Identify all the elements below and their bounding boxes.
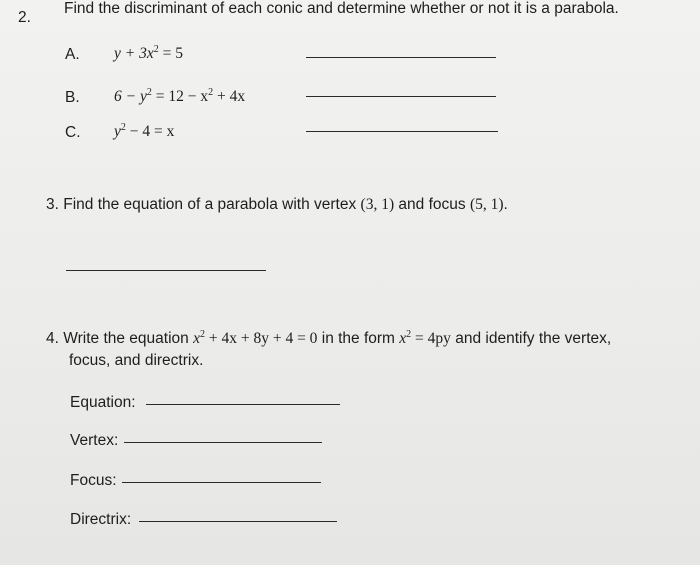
item-b-equation: $6 - y^2 = 12 - x^2 + 4x$ [114, 87, 246, 105]
directrix-answer-line[interactable] [139, 521, 337, 522]
question-2-number: 2. [18, 9, 31, 26]
question-3-number: 3. [46, 196, 59, 213]
question-4-text: 4. Write the equation $x^2 + 4x + 8y + 4 = 0$ in the form $x^2 = 4py$ and identify the vertex, [46, 329, 612, 347]
question-4-line2: focus, and directrix. [69, 352, 204, 369]
question-4-number: 4. [46, 330, 59, 347]
item-a-label: A. [65, 46, 80, 63]
item-b-answer-line[interactable] [306, 96, 496, 97]
question-3-text: 3. Find the equation of a parabola with vertex (3, 1) and focus (5, 1). [46, 196, 508, 213]
item-a-answer-line[interactable] [306, 57, 496, 58]
item-c-equation: $y^2 - 4 = x$ [114, 122, 175, 140]
question-2-prompt: Find the discriminant of each conic and determine whether or not it is a parabola. [64, 0, 619, 17]
focus-answer-line[interactable] [122, 482, 321, 483]
directrix-label: Directrix: [70, 511, 132, 528]
item-c-label: C. [65, 124, 81, 141]
focus-label: Focus: [70, 472, 117, 489]
equation-label: Equation: [70, 394, 136, 411]
item-a-equation: $y + 3x^2 = 5$ [114, 44, 183, 62]
question-3-answer-line[interactable] [66, 270, 266, 271]
vertex-label: Vertex: [70, 432, 119, 449]
item-c-answer-line[interactable] [306, 131, 498, 132]
vertex-answer-line[interactable] [124, 442, 322, 443]
equation-answer-line[interactable] [146, 404, 340, 405]
item-b-label: B. [65, 89, 80, 106]
